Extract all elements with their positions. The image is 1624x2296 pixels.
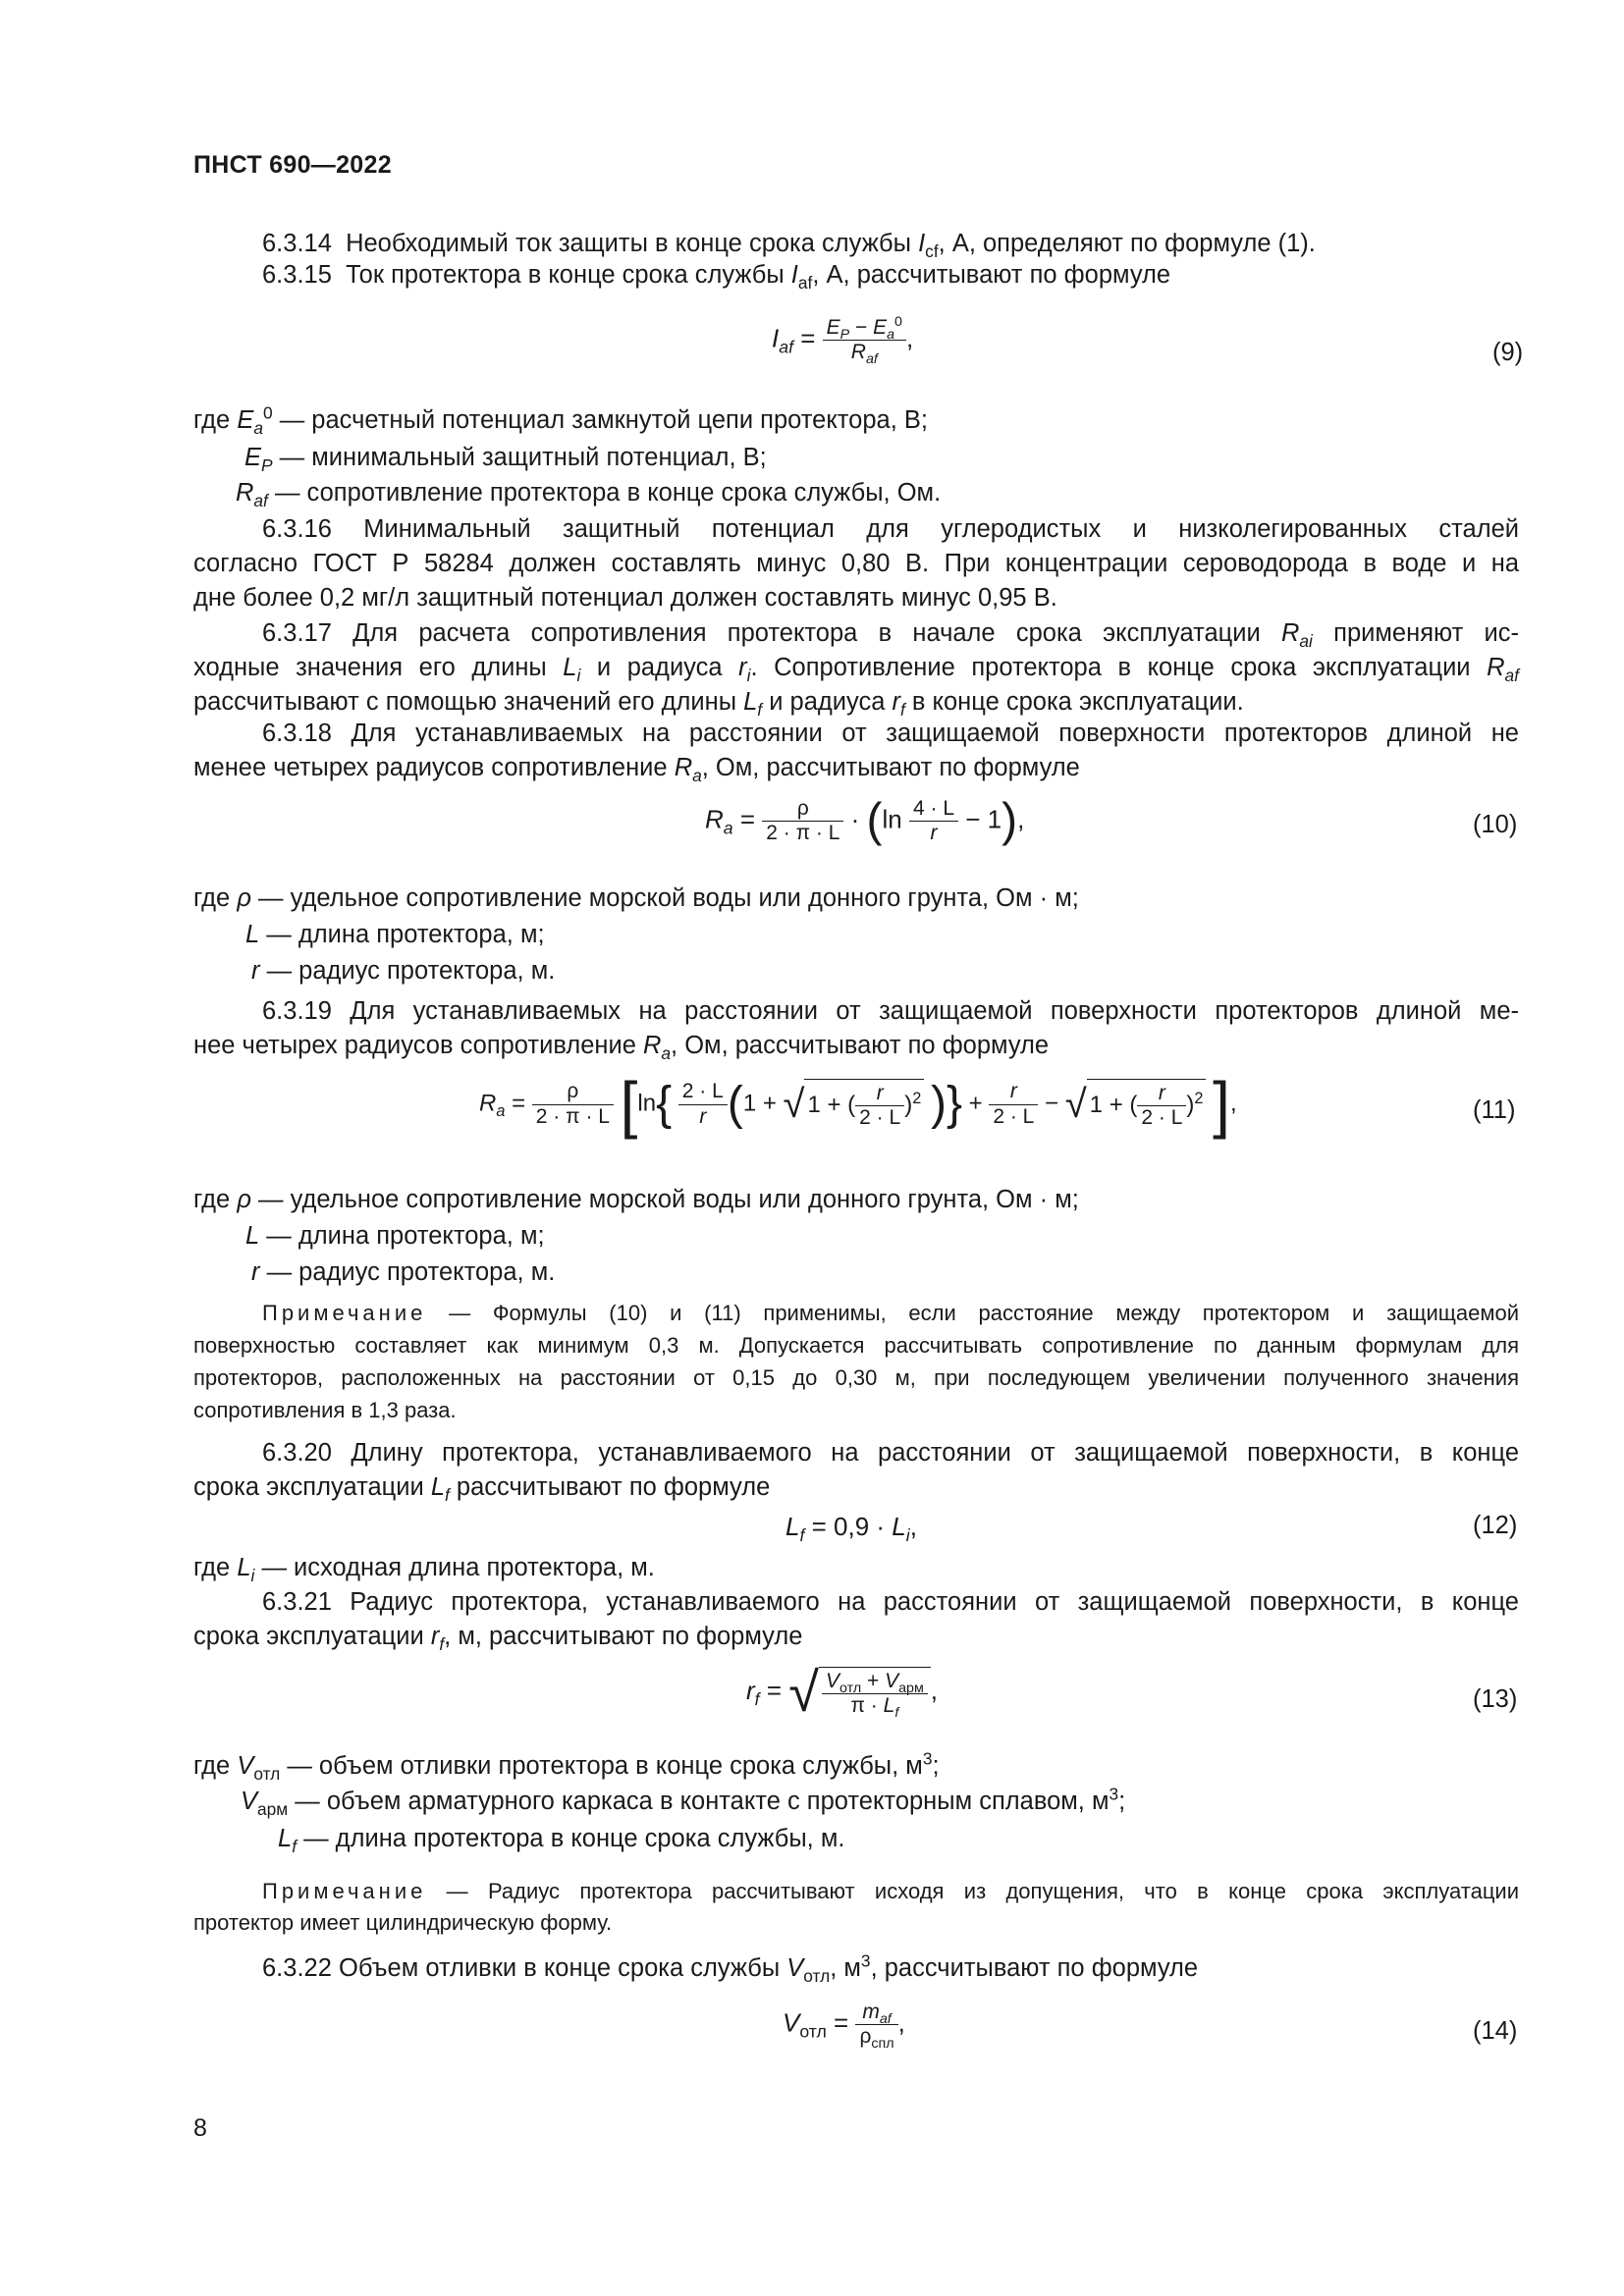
var: L	[430, 1473, 446, 1501]
var: r	[746, 1675, 755, 1705]
sub: P	[839, 326, 850, 343]
var: I	[918, 230, 926, 257]
op: 1 + (	[1089, 1091, 1138, 1118]
var: ρ	[237, 1186, 251, 1213]
sub: af	[1504, 666, 1519, 686]
formula-12	[785, 1512, 917, 1546]
var: r	[892, 688, 901, 716]
sub: i	[905, 1525, 910, 1546]
var: E	[237, 406, 254, 434]
fraction	[1137, 1082, 1186, 1130]
para-text: . Сопротивление протектора в конце срока эксплуатации	[750, 654, 1488, 681]
sub: a	[253, 418, 263, 439]
clause-number: 6.3.15	[262, 261, 332, 289]
var: V	[825, 1669, 839, 1692]
clause-number: 6.3.22	[262, 1954, 332, 1982]
para-text: , А, определяют по формуле (1).	[938, 230, 1316, 257]
sup: 0	[894, 314, 902, 331]
para-6-3-21-line-2	[193, 1623, 803, 1655]
where-text: — длина протектора, м;	[259, 921, 545, 948]
where-item	[241, 1784, 1126, 1820]
where-item	[251, 959, 555, 985]
where-text: — радиус протектора, м.	[259, 957, 556, 985]
op: π ·	[850, 1694, 884, 1717]
equation-number-10: (10)	[1473, 811, 1518, 838]
para-6-3-15	[262, 261, 1171, 294]
para-6-3-16-line-2: согласно ГОСТ Р 58284 должен составлять минус 0,80 В. При концентрации сероводорода в воде и на	[193, 550, 1519, 577]
para-text: в конце срока эксплуатации.	[904, 688, 1244, 716]
note-2-line-1	[262, 1881, 1519, 1902]
paren: (	[866, 794, 883, 847]
denominator: 2 · π · L	[535, 1104, 610, 1128]
sub: f	[445, 1485, 450, 1506]
where-prefix: где	[193, 406, 238, 434]
denominator: 2 · L	[859, 1106, 901, 1129]
where-text: — исходная длина протектора, м.	[254, 1554, 655, 1581]
where-item	[193, 886, 1079, 912]
var: L	[563, 654, 577, 681]
where-prefix: где	[193, 1752, 238, 1780]
para-6-3-18-line-2	[193, 754, 1080, 786]
where-text: — минимальный защитный потенциал, В;	[272, 444, 767, 471]
sub: ai	[1299, 631, 1313, 652]
fraction	[762, 797, 843, 845]
fraction	[822, 1669, 928, 1721]
sub: a	[661, 1043, 672, 1064]
denominator	[823, 341, 906, 368]
where-text: — сопротивление протектора в конце срока службы, Ом.	[267, 479, 942, 507]
where-text: — объем арматурного каркаса в контакте с протекторным сплавом, м	[288, 1788, 1110, 1815]
para-6-3-22	[262, 1950, 1199, 1987]
sub: f	[894, 1704, 899, 1721]
op: +	[861, 1669, 886, 1692]
op: −	[849, 316, 874, 339]
note-2-line-2: протектор имеет цилиндрическую форму.	[193, 1910, 613, 1935]
op: =	[505, 1090, 532, 1117]
op: ,	[909, 1512, 917, 1541]
denominator: 2 · L	[1141, 1106, 1183, 1129]
para-text: рассчитывают по формуле	[449, 1473, 771, 1501]
var: L	[245, 1222, 260, 1250]
sub: отл	[253, 1764, 281, 1785]
para-text: Объем отливки в конце срока службы	[331, 1954, 787, 1982]
op: ,	[897, 2007, 905, 2038]
var: I	[790, 261, 798, 289]
numerator: r	[855, 1082, 904, 1106]
para-6-3-18-line-1: 6.3.18 Для устанавливаемых на расстоянии от защищаемой поверхности протекторов длиной не	[262, 720, 1519, 747]
equation-number-11: (11)	[1473, 1096, 1516, 1124]
fraction	[909, 797, 958, 845]
var: V	[786, 1954, 804, 1982]
fraction	[989, 1080, 1038, 1128]
para-text: , м, рассчитывают по формуле	[444, 1623, 803, 1650]
op: =	[759, 1675, 789, 1705]
sub: отл	[839, 1680, 862, 1696]
where-item	[245, 923, 545, 948]
op: 1 + (	[807, 1091, 856, 1118]
denominator	[855, 2025, 897, 2053]
var: R	[236, 479, 254, 507]
para-text: , м	[830, 1954, 861, 1982]
op: − 1	[958, 804, 1002, 834]
bracket: ]	[1213, 1069, 1230, 1140]
brace: }	[946, 1078, 962, 1130]
var: R	[1487, 654, 1505, 681]
where-text: — длина протектора в конце срока службы, м.	[297, 1825, 845, 1852]
note-1-line-3: протекторов, расположенных на расстоянии от 0,15 до 0,30 м, при последующем увеличении полученного значения	[193, 1365, 1519, 1390]
note-1-line-1	[262, 1303, 1519, 1324]
op: ,	[930, 1675, 939, 1705]
where-text: ;	[1118, 1788, 1126, 1815]
where-item	[244, 444, 767, 476]
sup: 2	[912, 1089, 922, 1107]
para-6-3-17-line-1	[262, 619, 1519, 652]
formula-11	[479, 1069, 1237, 1140]
equation-number-13: (13)	[1473, 1685, 1518, 1713]
brace: {	[656, 1078, 673, 1130]
sub: f	[900, 700, 905, 721]
sub: i	[746, 666, 751, 686]
op: =	[792, 323, 823, 353]
clause-number: 6.3.14	[262, 230, 332, 257]
equation-number-12: (12)	[1473, 1512, 1518, 1539]
para-text: Ток протектора в конце срока службы	[346, 261, 791, 289]
op: = 0,9 ·	[804, 1512, 893, 1541]
page-number: 8	[193, 2114, 207, 2142]
sup: 0	[262, 402, 273, 423]
fraction	[678, 1080, 728, 1128]
para-6-3-19-line-1: 6.3.19 Для устанавливаемых на расстоянии от защищаемой поверхности протекторов длиной ме-	[262, 997, 1519, 1025]
var: V	[241, 1788, 258, 1815]
sub: a	[496, 1102, 506, 1121]
denominator	[822, 1694, 928, 1721]
para-text: и радиуса	[580, 654, 739, 681]
op: )	[904, 1091, 913, 1118]
para-text: 6.3.17 Для расчета сопротивления протектора в начале срока эксплуатации	[262, 619, 1281, 647]
para-text: Необходимый ток защиты в конце срока службы	[346, 230, 919, 257]
para-text: срока эксплуатации	[193, 1623, 431, 1650]
para-6-3-19-line-2	[193, 1032, 1050, 1064]
var: E	[873, 316, 888, 339]
para-text: рассчитывают с помощью значений его длины	[193, 688, 744, 716]
sub: арм	[257, 1799, 289, 1820]
where-item	[245, 1224, 545, 1250]
formula-13	[746, 1661, 939, 1723]
sub: i	[576, 666, 581, 686]
para-6-3-20-line-1: 6.3.20 Длину протектора, устанавливаемого на расстоянии от защищаемой поверхности, в конце	[262, 1439, 1519, 1467]
para-6-3-16-line-1: 6.3.16 Минимальный защитный потенциал для углеродистых и низколегированных сталей	[262, 515, 1519, 543]
var: L	[245, 921, 260, 948]
where-prefix: где	[193, 1186, 238, 1213]
note-label: Примечание	[262, 1301, 427, 1325]
numerator: r	[989, 1080, 1038, 1104]
fraction	[823, 314, 906, 368]
paren: )	[930, 1078, 947, 1130]
var: R	[674, 754, 693, 781]
where-text: — длина протектора, м;	[259, 1222, 545, 1250]
var: r	[430, 1623, 440, 1650]
para-text: менее четырех радиусов сопротивление	[193, 754, 675, 781]
where-item	[278, 1825, 845, 1857]
numerator: 2 · L	[678, 1080, 728, 1104]
equation-number-14: (14)	[1473, 2017, 1518, 2045]
var: R	[479, 1090, 497, 1117]
note-1-line-4: сопротивления в 1,3 раза.	[193, 1398, 457, 1422]
sub: f	[292, 1837, 298, 1857]
formula-9	[772, 314, 914, 368]
equation-number-9: (9)	[1492, 339, 1524, 366]
paren: (	[727, 1078, 743, 1130]
sub: арм	[898, 1680, 924, 1696]
var: ρ	[859, 2025, 872, 2049]
sub: cf	[925, 241, 939, 262]
var: E	[244, 444, 262, 471]
sub: спл	[871, 2036, 894, 2053]
var: R	[642, 1032, 662, 1059]
where-item	[251, 1260, 555, 1286]
sub: P	[261, 455, 273, 476]
sub: af	[253, 491, 268, 511]
where-item	[193, 1748, 940, 1785]
numerator	[823, 316, 906, 341]
var: L	[883, 1694, 895, 1717]
op: ,	[1229, 1090, 1237, 1117]
denominator: r	[699, 1104, 707, 1128]
note-text: — Формулы (10) и (11) применимы, если расстояние между протектором и защищаемой	[426, 1301, 1519, 1325]
para-text: применяют ис-	[1312, 619, 1519, 647]
denominator: r	[930, 822, 938, 845]
radical: √ 1 + ( $\frac{r}{2 \cdot L}$ )$^2$	[784, 1079, 925, 1130]
var: V	[237, 1752, 254, 1780]
var: I	[772, 323, 780, 353]
note-label: Примечание	[262, 1879, 427, 1903]
sub: f	[439, 1634, 445, 1655]
var: r	[738, 654, 747, 681]
var: L	[892, 1512, 906, 1541]
op: −	[1038, 1090, 1065, 1117]
sub: a	[887, 326, 895, 343]
var: V	[783, 2007, 800, 2038]
formula-10	[705, 794, 1025, 847]
note-1-line-2: поверхностью составляет как минимум 0,3 м. Допускается рассчитывать сопротивление по данным формулам для	[193, 1333, 1519, 1358]
para-text: , рассчитывают по формуле	[870, 1954, 1199, 1982]
ln: ln	[882, 804, 902, 834]
para-6-3-21-line-1: 6.3.21 Радиус протектора, устанавливаемого на расстоянии от защищаемой поверхности, в конце	[262, 1588, 1519, 1616]
note-text: — Радиус протектора рассчитывают исходя из допущения, что в конце срока эксплуатации	[426, 1879, 1519, 1903]
op: +	[961, 1090, 990, 1117]
var: L	[785, 1512, 800, 1541]
sub: af	[865, 351, 878, 368]
sub: отл	[799, 2021, 827, 2042]
var: r	[251, 957, 260, 985]
sub: a	[692, 766, 702, 786]
where-item	[193, 1554, 655, 1586]
radical: √ $\frac{V_{отл} + V_{арм}}{\pi \cdot L_f}$	[788, 1665, 931, 1720]
op: ·	[843, 804, 867, 834]
formula-14	[783, 2001, 905, 2053]
para-6-3-20-line-2	[193, 1473, 771, 1506]
op: =	[732, 804, 763, 834]
sup: 2	[1194, 1089, 1204, 1107]
where-prefix: где	[193, 1554, 238, 1581]
fraction	[855, 1082, 904, 1130]
where-text: — удельное сопротивление морской воды или донного грунта, Ом · м;	[250, 1186, 1079, 1213]
numerator: 4 · L	[909, 797, 958, 822]
var: m	[862, 2001, 880, 2023]
where-text: — объем отливки протектора в конце срока службы, м	[280, 1752, 923, 1780]
ln: ln	[637, 1090, 657, 1117]
paren: )	[1001, 794, 1018, 847]
var: V	[885, 1669, 899, 1692]
where-text: ;	[932, 1752, 940, 1780]
sub: f	[799, 1525, 805, 1546]
var: R	[1281, 619, 1300, 647]
var: L	[237, 1554, 251, 1581]
para-text: , Ом, рассчитывают по формуле	[671, 1032, 1050, 1059]
para-text: ходные значения его длины	[193, 654, 564, 681]
numerator: ρ	[532, 1080, 614, 1104]
op: )	[1186, 1091, 1195, 1118]
para-text: нее четырех радиусов сопротивление	[193, 1032, 643, 1059]
numerator	[855, 2001, 897, 2025]
var: ρ	[237, 884, 251, 912]
where-item	[193, 402, 928, 439]
para-6-3-17-line-3	[193, 688, 1244, 721]
sub: i	[250, 1566, 255, 1586]
var: L	[743, 688, 758, 716]
where-item	[236, 479, 942, 511]
document-code-header: ПНСТ 690—2022	[193, 151, 392, 179]
where-text: — удельное сопротивление морской воды или донного грунта, Ом · м;	[250, 884, 1079, 912]
op: 1 +	[742, 1090, 784, 1117]
var: E	[826, 316, 840, 339]
denominator: 2 · π · L	[766, 822, 840, 845]
where-prefix: где	[193, 884, 238, 912]
where-text: — расчетный потенциал замкнутой цепи протектора, В;	[272, 406, 928, 434]
var: L	[278, 1825, 293, 1852]
denominator: 2 · L	[993, 1104, 1035, 1128]
where-item	[193, 1188, 1079, 1213]
numerator: r	[1137, 1082, 1186, 1106]
sub: af	[797, 273, 813, 294]
numerator	[822, 1670, 928, 1694]
para-text: и радиуса	[762, 688, 893, 716]
op: =	[826, 2007, 856, 2038]
where-text: — радиус протектора, м.	[259, 1258, 556, 1286]
var: r	[251, 1258, 260, 1286]
para-text: , Ом, рассчитывают по формуле	[701, 754, 1080, 781]
para-6-3-14	[262, 230, 1316, 262]
sup: 3	[922, 1748, 933, 1769]
var: R	[705, 804, 724, 834]
sup: 3	[860, 1950, 871, 1971]
sub: отл	[803, 1966, 831, 1987]
para-6-3-17-line-2	[193, 654, 1519, 686]
fraction	[855, 2001, 897, 2053]
para-text: , А, рассчитывают по формуле	[812, 261, 1171, 289]
op: ,	[1017, 804, 1025, 834]
radical: √ 1 + ( $\frac{r}{2 \cdot L}$ )$^2$	[1065, 1079, 1207, 1130]
para-text: срока эксплуатации	[193, 1473, 431, 1501]
para-6-3-16-line-3: дне более 0,2 мг/л защитный потенциал должен составлять минус 0,95 В.	[193, 584, 1057, 612]
sub: af	[779, 337, 793, 357]
sub: f	[757, 700, 763, 721]
bracket: [	[620, 1069, 638, 1140]
op: ,	[905, 323, 914, 353]
numerator: ρ	[762, 797, 843, 822]
var: R	[850, 341, 866, 364]
sub: f	[754, 1689, 760, 1710]
sup: 3	[1109, 1784, 1119, 1804]
sub: a	[723, 818, 733, 838]
fraction	[532, 1080, 614, 1128]
sub: af	[879, 2010, 892, 2027]
